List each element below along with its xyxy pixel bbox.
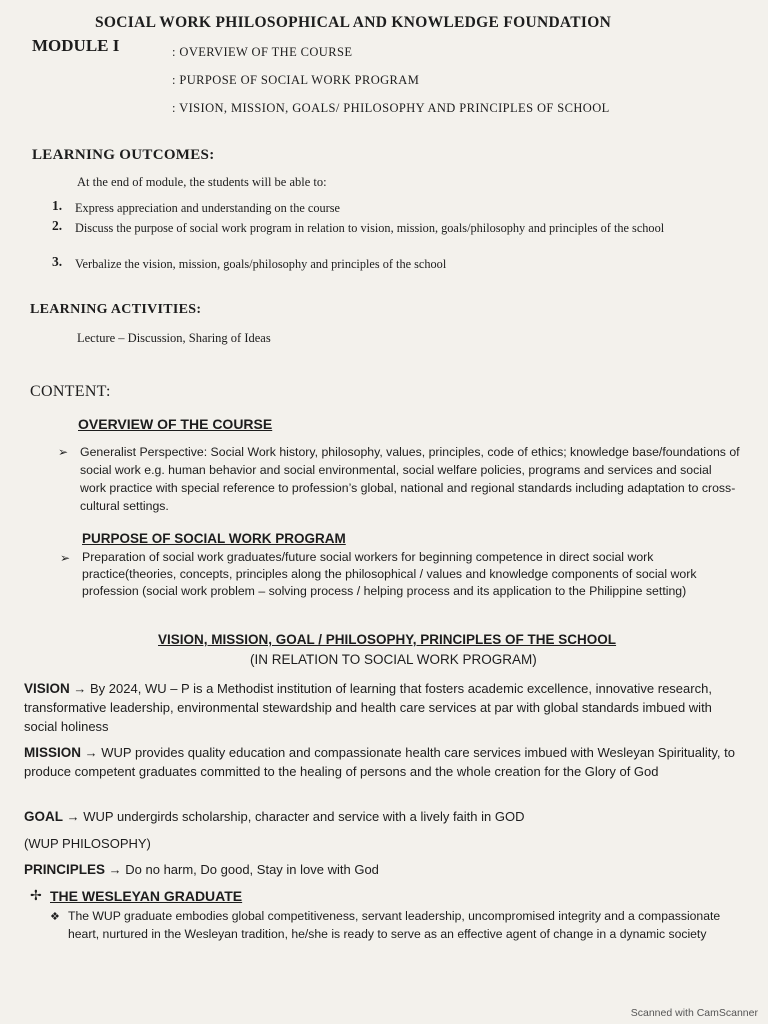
- content-heading: CONTENT:: [30, 383, 111, 400]
- philosophy-label: (WUP PHILOSOPHY): [24, 836, 151, 851]
- vision-text: By 2024, WU – P is a Methodist institution of learning that fosters academic excellence, innovative research, transformative leadership, environmental stewardship and health care services at par with global standards imbued with social holiness: [24, 681, 712, 734]
- outcome-text: Express appreciation and understanding on the course: [75, 201, 340, 215]
- vision-label: VISION: [24, 681, 70, 696]
- outcome-text: Discuss the purpose of social work program in relation to vision, mission, goals/philosophy and principles of the school: [75, 221, 665, 235]
- vmg-heading: VISION, MISSION, GOAL / PHILOSOPHY, PRINCIPLES OF THE SCHOOL: [158, 632, 617, 647]
- vmg-subheading: (IN RELATION TO SOCIAL WORK PROGRAM): [250, 652, 537, 667]
- purpose-heading: PURPOSE OF SOCIAL WORK PROGRAM: [82, 531, 346, 546]
- arrow-icon: →: [108, 862, 122, 877]
- cross-bullet-icon: ✢: [30, 887, 42, 903]
- arrow-bullet-icon: ➢: [58, 445, 69, 459]
- module-label: MODULE I: [32, 36, 120, 55]
- arrow-bullet-icon: ➢: [60, 551, 71, 565]
- learning-outcomes-heading: LEARNING OUTCOMES:: [32, 147, 215, 163]
- mission-text: WUP provides quality education and compassionate health care services imbued with Wesleyan Spirituality, to produce competent graduates committed to the healing of persons and the whole creation for the Glory of God: [24, 745, 735, 779]
- module-topic: : OVERVIEW OF THE COURSE: [172, 45, 353, 59]
- module-topic: : PURPOSE OF SOCIAL WORK PROGRAM: [172, 73, 420, 87]
- arrow-icon: →: [84, 745, 98, 760]
- goal-block: [24, 807, 744, 826]
- wesleyan-graduate-text: The WUP graduate embodies global competitiveness, servant leadership, uncompromised integrity and a compassionate heart, nurtured in the Wesleyan tradition, he/she is ready to serve as an effective agent of change in a dynamic society: [68, 909, 721, 941]
- outcome-number: 2.: [52, 218, 63, 233]
- purpose-text: Preparation of social work graduates/future social workers for beginning competence in direct social work practice(theories, concepts, principles along the philosophical / values and knowledge components of social work profession (social work problem – solving process / helping process and its application to the Philippine setting): [82, 550, 697, 598]
- scanner-watermark: Scanned with CamScanner: [630, 1007, 758, 1019]
- principles-label: PRINCIPLES: [24, 862, 106, 877]
- outcomes-intro: At the end of module, the students will be able to:: [77, 175, 327, 189]
- mission-block: [24, 743, 744, 781]
- learning-activities-text: Lecture – Discussion, Sharing of Ideas: [77, 331, 271, 345]
- outcome-number: 1.: [52, 198, 63, 213]
- vision-block: [24, 679, 744, 736]
- goal-label: GOAL: [24, 809, 63, 824]
- outcome-text: Verbalize the vision, mission, goals/philosophy and principles of the school: [75, 257, 447, 271]
- outcome-number: 3.: [52, 254, 63, 269]
- wesleyan-graduate-heading: THE WESLEYAN GRADUATE: [50, 888, 243, 904]
- principles-block: [24, 860, 744, 879]
- arrow-icon: →: [73, 681, 87, 696]
- learning-activities-heading: LEARNING ACTIVITIES:: [30, 302, 202, 317]
- principles-text: Do no harm, Do good, Stay in love with God: [125, 862, 379, 877]
- overview-text: Generalist Perspective: Social Work history, philosophy, values, principles, code of ethics; knowledge base/foundations of social work e.g. human behavior and social environmental, social welfare policies, programs and services and social work practice with special reference to profession’s global, national and regional standards including adaptation to cross- cultural settings.: [80, 445, 740, 513]
- module-topic: : VISION, MISSION, GOALS/ PHILOSOPHY AND PRINCIPLES OF SCHOOL: [172, 101, 610, 115]
- overview-heading: OVERVIEW OF THE COURSE: [78, 416, 273, 432]
- diamond-bullet-icon: ❖: [50, 911, 60, 923]
- mission-label: MISSION: [24, 745, 82, 760]
- document-title: SOCIAL WORK PHILOSOPHICAL AND KNOWLEDGE FOUNDATION: [95, 14, 612, 31]
- arrow-icon: →: [66, 809, 80, 824]
- goal-text: WUP undergirds scholarship, character and service with a lively faith in GOD: [83, 809, 525, 824]
